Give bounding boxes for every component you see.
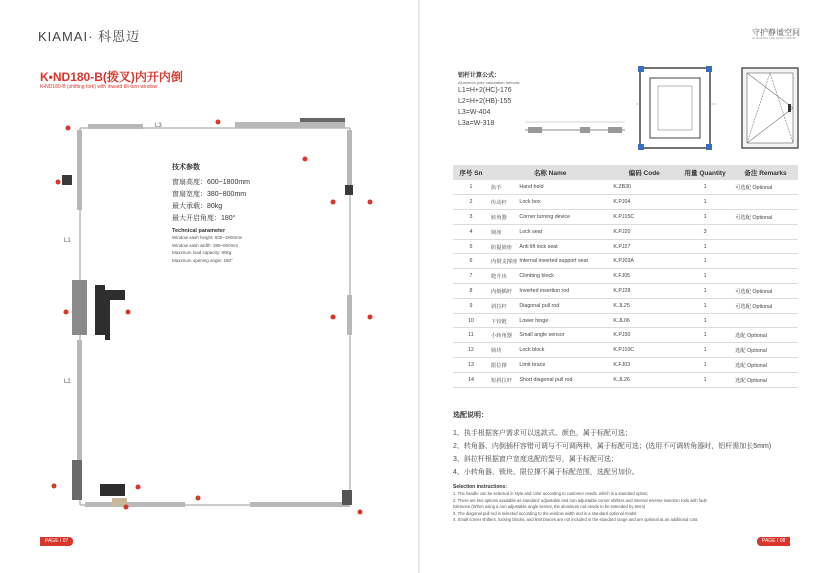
cell-sn: 12 xyxy=(453,343,489,358)
parts-table-body xyxy=(453,180,798,387)
cell-remark xyxy=(733,313,798,328)
cell-name-cn: 内倒插杆 xyxy=(489,284,518,299)
cell-code: K.FJ05 xyxy=(611,269,677,284)
formula-title-en: Aluminum pole calculation formula: xyxy=(458,80,521,85)
cell-code: K.PJ04 xyxy=(611,195,677,210)
tech-param-line-en: Maximum load capacity: 80kg xyxy=(172,250,232,255)
climbing-block-part xyxy=(112,498,127,506)
cell-name-en: Hand held xyxy=(517,180,611,195)
window-elevation-diagram xyxy=(738,64,802,154)
note-line-en: 4. Small corner shifters, locking blocks, and limit braces are not included in the standard range and are optional at an additional cost. xyxy=(453,517,699,523)
col-header-remarks: 备注 Remarks xyxy=(733,165,798,180)
cell-remark: 选配 Optional xyxy=(733,328,798,343)
col-header-sn: 序号 Sn xyxy=(453,165,489,180)
cell-sn: 7 xyxy=(453,269,489,284)
cell-sn: 11 xyxy=(453,328,489,343)
tech-param-line: 最大承载：80kg xyxy=(172,203,223,210)
callout-marker xyxy=(368,200,373,205)
cell-code: K.PJ03A xyxy=(611,254,677,269)
table-row xyxy=(453,195,798,210)
cell-quantity: 1 xyxy=(677,269,733,284)
cell-sn: 6 xyxy=(453,254,489,269)
technical-parameters xyxy=(172,162,312,264)
cell-name-cn: 小转角器 xyxy=(489,328,518,343)
cell-sn: 13 xyxy=(453,358,489,373)
bottom-right-corner xyxy=(342,490,352,505)
tech-param-line: 窗扇宽度：380~800mm xyxy=(172,191,247,198)
cell-name-en: Lock block xyxy=(517,343,611,358)
cell-code: K.PJ30 xyxy=(611,328,677,343)
table-row xyxy=(453,254,798,269)
cell-code: K.JL06 xyxy=(611,313,677,328)
cell-sn: 4 xyxy=(453,224,489,239)
cell-quantity: 1 xyxy=(677,372,733,387)
table-row xyxy=(453,313,798,328)
formula-title-cn: 铝杆计算公式： xyxy=(458,73,501,79)
parts-table xyxy=(453,165,798,388)
cell-name-cn: 下铰链 xyxy=(489,313,518,328)
cell-name-en: Lock box xyxy=(517,195,611,210)
cell-sn: 2 xyxy=(453,195,489,210)
cell-name-cn: 锁块 xyxy=(489,343,518,358)
cell-quantity: 1 xyxy=(677,180,733,195)
cell-sn: 1 xyxy=(453,180,489,195)
cell-quantity: 3 xyxy=(677,224,733,239)
cell-code: K.FJ03 xyxy=(611,358,677,373)
callout-marker xyxy=(64,310,69,315)
formula-line: L3a=W-318 xyxy=(458,120,495,127)
cell-code: K.PJ20 xyxy=(611,224,677,239)
table-row xyxy=(453,358,798,373)
callout-marker xyxy=(331,315,336,320)
page-number-left: PAGE / 07 xyxy=(40,537,73,546)
callout-marker xyxy=(124,505,129,510)
table-row xyxy=(453,372,798,387)
table-row xyxy=(453,239,798,254)
logo-cn: · 科恩迈 xyxy=(88,29,141,44)
cell-quantity: 1 xyxy=(677,328,733,343)
callout-marker xyxy=(52,484,57,489)
cell-name-en: Diagonal pull rod xyxy=(517,298,611,313)
cell-remark xyxy=(733,195,798,210)
col-header-code: 编码 Code xyxy=(611,165,677,180)
cell-code: K.PJ27 xyxy=(611,239,677,254)
bottom-rod-left xyxy=(85,502,185,507)
cell-code: K.JL25 xyxy=(611,298,677,313)
cell-remark xyxy=(733,239,798,254)
cell-name-cn: 斜拉杆 xyxy=(489,298,518,313)
cell-remark: 选配 Optional xyxy=(733,372,798,387)
table-row xyxy=(453,210,798,225)
cell-name-en: Limit brace xyxy=(517,358,611,373)
product-title: K•ND180-B(拨叉)内开内倒 xyxy=(40,70,183,84)
notes-title-cn: 选配说明： xyxy=(453,412,488,419)
handle-base xyxy=(95,285,105,335)
cell-remark: 可选配 Optional xyxy=(733,210,798,225)
cell-remark: 可选配 Optional xyxy=(733,180,798,195)
top-rod-right xyxy=(235,122,345,128)
right-lock-block xyxy=(345,185,353,195)
product-subtitle: K•ND180-B (shifting fork) with inward tilt-turn window xyxy=(40,84,158,90)
cell-name-cn: 传动杆 xyxy=(489,195,518,210)
left-rod-top xyxy=(77,130,82,210)
table-row xyxy=(453,298,798,313)
cell-quantity: 1 xyxy=(677,358,733,373)
cell-name-cn: 爬升块 xyxy=(489,269,518,284)
col-header-name: 名称 Name xyxy=(489,165,611,180)
cell-name-cn: 限位撑 xyxy=(489,358,518,373)
cell-sn: 5 xyxy=(453,239,489,254)
callout-marker xyxy=(126,310,131,315)
table-row xyxy=(453,284,798,299)
cell-remark xyxy=(733,254,798,269)
cell-remark: 选配 Optional xyxy=(733,358,798,373)
notes-title-en: Selection instructions: xyxy=(453,484,507,490)
cell-quantity: 1 xyxy=(677,195,733,210)
formula-line: L1=H+2(HC)-176 xyxy=(458,87,512,94)
tech-param-line-en: Maximum opening angle: 180° xyxy=(172,257,233,263)
cell-code: K.JL26 xyxy=(611,372,677,387)
callout-marker xyxy=(303,157,308,162)
cell-sn: 14 xyxy=(453,372,489,387)
cell-name-en: Corner turning device xyxy=(517,210,611,225)
note-line-en: 3. The diagonal pull rod is selected according to the window width and is a standard optional model; xyxy=(453,510,638,516)
rod-diagram xyxy=(520,118,630,140)
cell-quantity: 1 xyxy=(677,210,733,225)
cell-name-cn: 防提锁座 xyxy=(489,239,518,254)
tech-param-line: 最大开启角度：180° xyxy=(172,215,236,222)
table-row xyxy=(453,328,798,343)
tech-params-title-cn: 技术参数 xyxy=(172,164,200,171)
callout-marker xyxy=(136,485,141,490)
bottom-rod-right xyxy=(250,502,350,507)
cell-name-en: Short diagonal pull rod xyxy=(517,372,611,387)
cell-name-en: Internal inverted support seat xyxy=(517,254,611,269)
brand-slogan-sub: GUARDING THE QUIET SPACE xyxy=(752,36,796,40)
note-line-en: 2. There are two options available as standard: adjustable and non adjustable corner shifters and internal reverse insertion rods with fault xyxy=(453,497,707,503)
tech-param-line-en: Window sash width: 380~800mm xyxy=(172,242,239,248)
col-header-quantity: 用量 Quantity xyxy=(677,165,733,180)
cell-sn: 8 xyxy=(453,284,489,299)
cell-code: K.ZB30 xyxy=(611,180,677,195)
cell-name-en: Lock seat xyxy=(517,224,611,239)
left-lock-seat xyxy=(62,175,72,185)
table-row xyxy=(453,180,798,195)
cell-quantity: 1 xyxy=(677,284,733,299)
callout-marker xyxy=(56,180,61,185)
cell-remark xyxy=(733,269,798,284)
cell-name-en: Small angle sensor xyxy=(517,328,611,343)
cell-sn: 3 xyxy=(453,210,489,225)
table-row xyxy=(453,343,798,358)
cell-name-en: Anti lift lock seat xyxy=(517,239,611,254)
dim-label-l3: L3 xyxy=(155,123,162,129)
note-line-cn: 1、执手根据客户需求可以选款式、颜色，属于标配可选； xyxy=(453,430,632,437)
note-line-en: tolerance.(When using a non adjustable angle sensor, the aluminum rod needs to be extended by 5mm) xyxy=(453,504,646,510)
cell-name-cn: 锁座 xyxy=(489,224,518,239)
lock-block-part xyxy=(100,484,125,496)
callout-marker xyxy=(368,315,373,320)
note-line-cn: 4、小转角器、锁块、限位撑不属于标配范围，选配另加价。 xyxy=(453,469,639,476)
brand-slogan: 守护静谧空间 xyxy=(752,28,800,37)
cell-quantity: 1 xyxy=(677,313,733,328)
top-rod-left xyxy=(88,124,143,129)
logo-latin: KIAMAI xyxy=(38,29,89,44)
cell-name-cn: 转角器 xyxy=(489,210,518,225)
table-header-row xyxy=(453,165,798,180)
note-line-en: 1. The handle can be selected in style and color according to customer needs, which is a standard option; xyxy=(453,491,649,496)
right-rod-top xyxy=(347,130,352,185)
selection-notes xyxy=(453,410,803,524)
cell-name-en: Inverted insertion rod xyxy=(517,284,611,299)
cell-code: K.PJ28 xyxy=(611,284,677,299)
cell-remark: 可选配 Optional xyxy=(733,284,798,299)
callout-marker xyxy=(66,126,71,131)
cell-name-cn: 执手 xyxy=(489,180,518,195)
cell-code: K.PJ10C xyxy=(611,343,677,358)
dim-label-l2: L2 xyxy=(64,379,71,385)
cell-sn: 9 xyxy=(453,298,489,313)
cell-code: K.PJ15C xyxy=(611,210,677,225)
window-section-diagram xyxy=(636,64,716,154)
formula-line: L2=H+2(HB)-155 xyxy=(458,98,512,105)
dim-label-l1: L1 xyxy=(64,238,71,244)
note-line-cn: 3、斜拉杆根据窗户宽度选配的型号，属于标配可选； xyxy=(453,456,618,463)
lock-box-gear xyxy=(72,280,87,335)
lower-hinge xyxy=(72,460,82,500)
table-row xyxy=(453,224,798,239)
note-line-cn: 2、转角器、内倒插杆容错可调与不可调两种，属于标配可选；(选用不可调转角器时，铝杆需加长5mm) xyxy=(453,443,772,450)
cell-quantity: 1 xyxy=(677,254,733,269)
tech-params-title-en: Technical parameter xyxy=(172,228,226,234)
page-number-right: PAGE / 08 xyxy=(757,537,790,546)
cell-remark: 选配 Optional xyxy=(733,343,798,358)
cell-quantity: 1 xyxy=(677,343,733,358)
cell-remark: 可选配 Optional xyxy=(733,298,798,313)
table-row xyxy=(453,269,798,284)
callout-marker xyxy=(216,120,221,125)
formula-line: L3=W-404 xyxy=(458,109,491,116)
cell-remark xyxy=(733,224,798,239)
brand-logo xyxy=(38,26,140,45)
cell-name-cn: 短斜拉杆 xyxy=(489,372,518,387)
handle-lever xyxy=(105,290,125,340)
cell-name-en: Lower hinge xyxy=(517,313,611,328)
tech-param-line: 窗扇高度：600~1800mm xyxy=(172,179,251,186)
cell-quantity: 1 xyxy=(677,239,733,254)
right-rod-middle xyxy=(347,295,352,335)
cell-sn: 10 xyxy=(453,313,489,328)
callout-marker xyxy=(358,510,363,515)
callout-marker xyxy=(331,200,336,205)
page-fold xyxy=(418,0,420,573)
callout-marker xyxy=(196,496,201,501)
left-rod-bottom xyxy=(77,340,82,460)
top-hinge-arm xyxy=(300,118,345,122)
cell-name-en: Climbing block xyxy=(517,269,611,284)
tech-param-line-en: Window sash height: 600~1800mm xyxy=(172,235,243,240)
cell-name-cn: 内倒支撑座 xyxy=(489,254,518,269)
cell-quantity: 1 xyxy=(677,298,733,313)
